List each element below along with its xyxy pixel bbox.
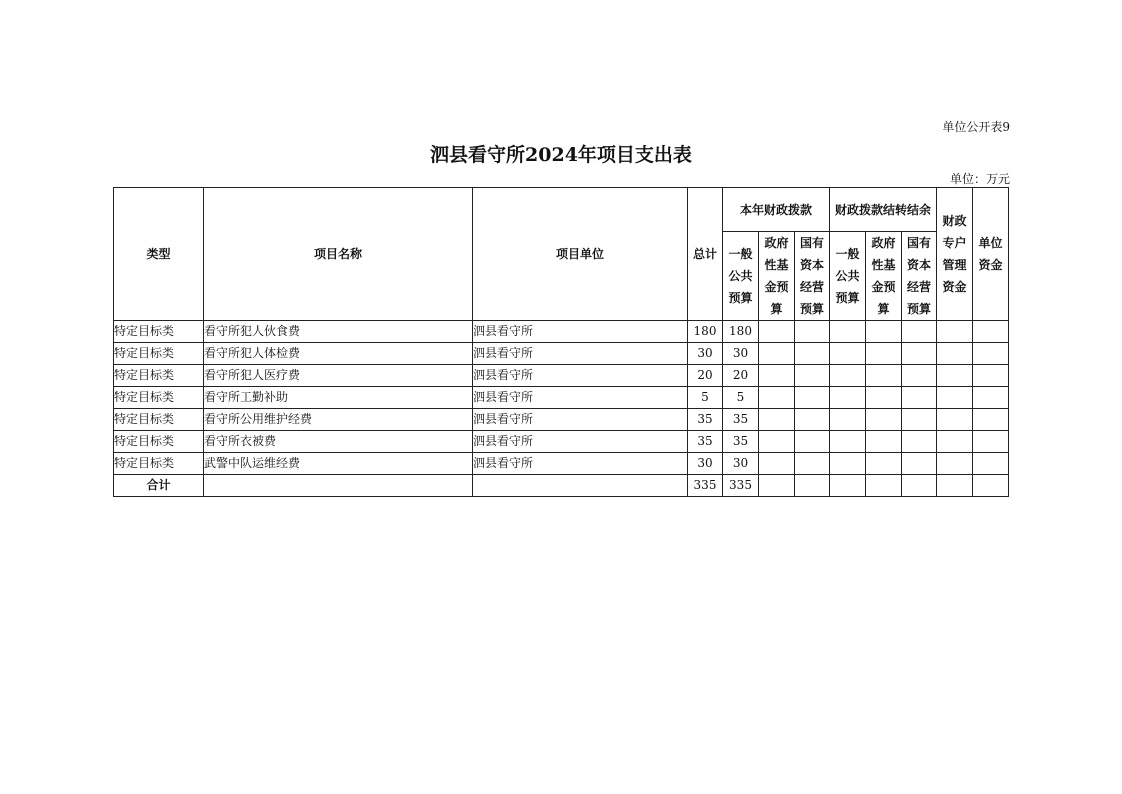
table-row bbox=[114, 431, 1009, 453]
cell-project-name: 看守所工勤补助 bbox=[204, 387, 473, 409]
header-carry-state-capital-budget: 国有资本经营预算 bbox=[902, 232, 937, 321]
table-row bbox=[114, 453, 1009, 475]
form-number: 单位公开表9 bbox=[942, 120, 1010, 134]
cell-general-budget: 20 bbox=[723, 365, 759, 387]
cell-project-unit: 泗县看守所 bbox=[473, 387, 688, 409]
header-gov-fund-budget: 政府性基金预算 bbox=[759, 232, 795, 321]
cell-project-name: 看守所犯人体检费 bbox=[204, 343, 473, 365]
cell-type: 特定目标类 bbox=[114, 365, 204, 387]
cell-general-budget: 5 bbox=[723, 387, 759, 409]
cell-type: 特定目标类 bbox=[114, 453, 204, 475]
header-state-capital-budget: 国有资本经营预算 bbox=[795, 232, 830, 321]
cell-total: 20 bbox=[688, 365, 723, 387]
cell-total: 180 bbox=[688, 321, 723, 343]
cell-project-unit: 泗县看守所 bbox=[473, 409, 688, 431]
header-general-budget: 一般公共预算 bbox=[723, 232, 759, 321]
header-current-year-appropriation: 本年财政拨款 bbox=[723, 188, 830, 232]
header-special-account-funds: 财政专户管理资金 bbox=[937, 188, 973, 321]
cell-total: 30 bbox=[688, 453, 723, 475]
page-title: 泗县看守所2024年项目支出表 bbox=[430, 144, 692, 166]
cell-total: 35 bbox=[688, 431, 723, 453]
total-label: 合计 bbox=[114, 475, 204, 497]
header-total: 总计 bbox=[688, 188, 723, 321]
cell-project-name: 看守所犯人医疗费 bbox=[204, 365, 473, 387]
cell-project-unit: 泗县看守所 bbox=[473, 321, 688, 343]
table-row bbox=[114, 365, 1009, 387]
cell-project-unit: 泗县看守所 bbox=[473, 365, 688, 387]
cell-project-name: 看守所公用维护经费 bbox=[204, 409, 473, 431]
cell-general-budget: 35 bbox=[723, 431, 759, 453]
cell-type: 特定目标类 bbox=[114, 321, 204, 343]
header-carryover-balance: 财政拨款结转结余 bbox=[830, 188, 937, 232]
cell-project-name: 看守所犯人伙食费 bbox=[204, 321, 473, 343]
cell-total: 35 bbox=[688, 409, 723, 431]
cell-type: 特定目标类 bbox=[114, 343, 204, 365]
table-row bbox=[114, 387, 1009, 409]
table-row bbox=[114, 321, 1009, 343]
total-row bbox=[114, 475, 1009, 497]
header-project-name: 项目名称 bbox=[204, 188, 473, 321]
header-type: 类型 bbox=[114, 188, 204, 321]
cell-general-budget: 30 bbox=[723, 453, 759, 475]
cell-total: 5 bbox=[688, 387, 723, 409]
cell-total: 30 bbox=[688, 343, 723, 365]
cell-general-budget: 35 bbox=[723, 409, 759, 431]
table-row bbox=[114, 343, 1009, 365]
header-carry-gov-fund-budget: 政府性基金预算 bbox=[866, 232, 902, 321]
cell-project-unit: 泗县看守所 bbox=[473, 453, 688, 475]
total-general-budget: 335 bbox=[723, 475, 759, 497]
unit-label: 单位：万元 bbox=[949, 172, 1010, 186]
cell-type: 特定目标类 bbox=[114, 387, 204, 409]
table-row bbox=[114, 409, 1009, 431]
cell-general-budget: 30 bbox=[723, 343, 759, 365]
cell-type: 特定目标类 bbox=[114, 409, 204, 431]
total-sum: 335 bbox=[688, 475, 723, 497]
project-expenditure-table bbox=[113, 187, 1009, 497]
cell-project-name: 看守所衣被费 bbox=[204, 431, 473, 453]
header-unit-funds: 单位资金 bbox=[973, 188, 1009, 321]
header-carry-general-budget: 一般公共预算 bbox=[830, 232, 866, 321]
cell-project-unit: 泗县看守所 bbox=[473, 431, 688, 453]
header-project-unit: 项目单位 bbox=[473, 188, 688, 321]
cell-general-budget: 180 bbox=[723, 321, 759, 343]
cell-type: 特定目标类 bbox=[114, 431, 204, 453]
cell-project-name: 武警中队运维经费 bbox=[204, 453, 473, 475]
cell-project-unit: 泗县看守所 bbox=[473, 343, 688, 365]
